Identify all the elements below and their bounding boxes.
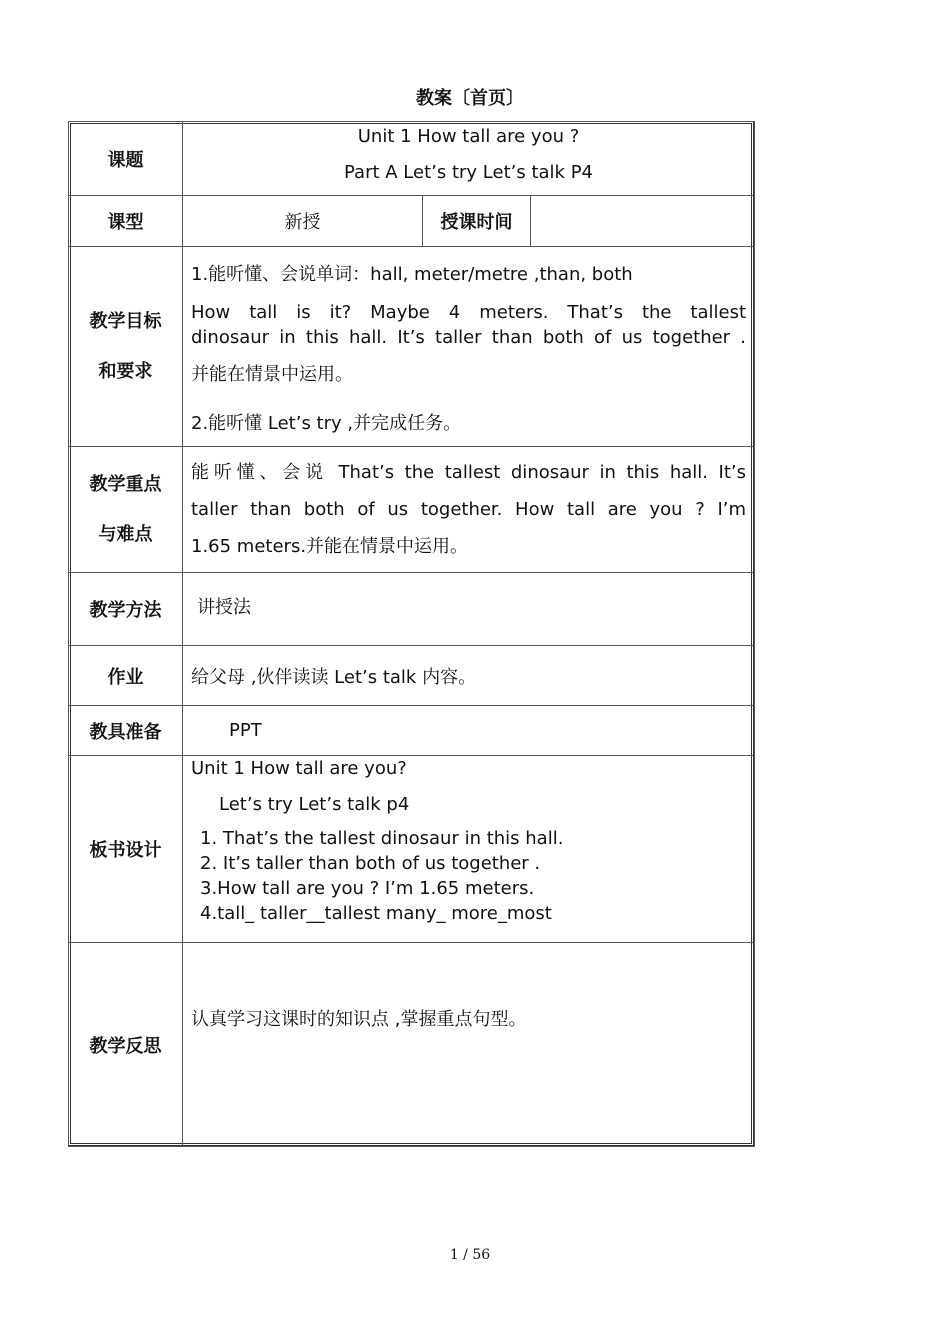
row-topic (69, 122, 755, 196)
reflection-label: 教学反思 (69, 943, 183, 1147)
row-board (69, 756, 755, 943)
goals-line4: 并能在情景中运用。 (191, 363, 353, 385)
row-type (69, 196, 755, 247)
list-item: 1. That’s the tallest dinosaur in this hall. (200, 828, 564, 849)
list-item: 4.tall_ taller__tallest many_ more_most (200, 903, 552, 924)
topic-cell (183, 122, 755, 196)
keypoints-label-line2: 与难点 (98, 523, 153, 545)
goals-cell (183, 247, 755, 447)
goals-line3: dinosaur in this hall. It’s taller than both of us together . (191, 326, 747, 348)
keypoints-line2: taller than both of us together. How tall are you ? I’m (191, 499, 747, 520)
row-method (69, 573, 755, 646)
keypoints-cell (183, 447, 755, 573)
goals-label-line2: 和要求 (98, 360, 153, 382)
time-label: 授课时间 (423, 196, 531, 247)
type-label: 课型 (69, 196, 183, 247)
board-line2: Let’s try Let’s talk p4 (219, 794, 410, 815)
keypoints-line1: 能听懂、会说 That’s the tallest dinosaur in this hall. It’s (191, 462, 747, 483)
goals-label-line1: 教学目标 (89, 310, 162, 332)
row-keypoints (69, 447, 755, 573)
row-goals (69, 247, 755, 447)
goals-line2: How tall is it? Maybe 4 meters. That’s the tallest (191, 301, 747, 323)
topic-label: 课题 (69, 122, 183, 196)
type-value: 新授 (183, 196, 423, 247)
board-label: 板书设计 (69, 756, 183, 943)
goals-line5: 2.能听懂 Let’s try ,并完成任务。 (191, 412, 462, 434)
board-list (191, 826, 746, 926)
row-materials (69, 706, 755, 756)
homework-value: 给父母 ,伙伴读读 Let’s talk 内容。 (183, 646, 755, 706)
list-item: 2. It’s taller than both of us together . (200, 853, 541, 874)
list-item: 3.How tall are you ? I’m 1.65 meters. (200, 878, 535, 899)
board-cell (183, 756, 755, 943)
homework-label: 作业 (69, 646, 183, 706)
page-number: 1 / 56 (449, 1247, 491, 1263)
keypoints-line3: 1.65 meters.并能在情景中运用。 (191, 536, 469, 557)
row-homework (69, 646, 755, 706)
page-title: 教案〔首页〕 (416, 88, 524, 109)
topic-line2: Part A Let’s try Let’s talk P4 (344, 162, 594, 183)
materials-label: 教具准备 (69, 706, 183, 756)
keypoints-label-line1: 教学重点 (89, 473, 162, 495)
row-reflection (69, 943, 755, 1147)
time-value (531, 196, 755, 247)
method-value: 讲授法 (183, 573, 755, 646)
topic-line1: Unit 1 How tall are you ? (357, 126, 580, 147)
lesson-plan-table (68, 121, 755, 1147)
goals-label (69, 247, 183, 447)
board-line1: Unit 1 How tall are you? (191, 758, 407, 779)
reflection-value: 认真学习这课时的知识点 ,掌握重点句型。 (183, 943, 755, 1147)
materials-value: PPT (183, 706, 755, 756)
method-label: 教学方法 (69, 573, 183, 646)
goals-line1: 1.能听懂、会说单词：hall, meter/metre ,than, both (191, 263, 633, 285)
keypoints-label (69, 447, 183, 573)
